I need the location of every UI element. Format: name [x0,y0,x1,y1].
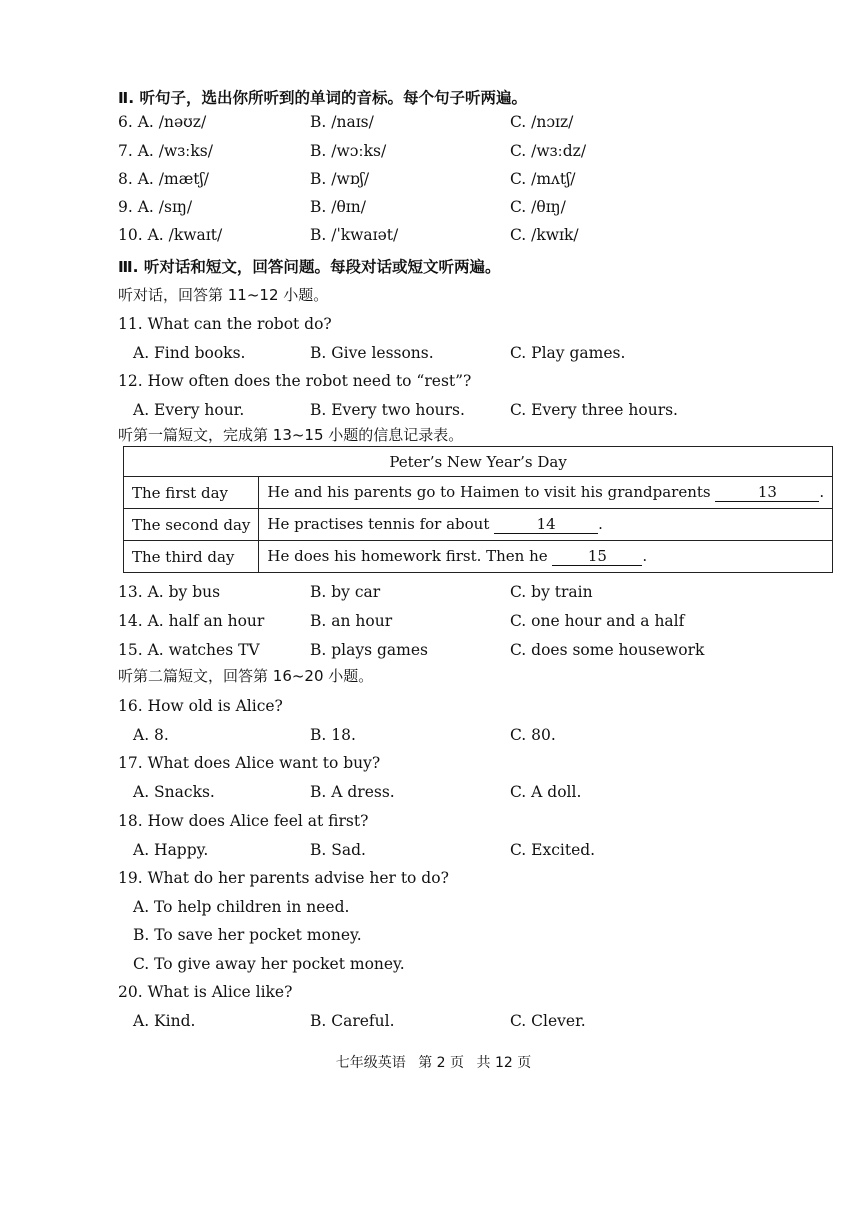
cell-text: He and his parents go to Haimen to visit his grandparents [267,483,711,501]
table-row [124,541,833,573]
option-16b: B. 18. [310,726,356,744]
option-9b: B. /θɪn/ [310,198,366,216]
blank-13: 13 [715,483,819,502]
option-14a: 14. A. half an hour [118,612,265,630]
table-day-cell: The third day [124,541,259,573]
record-table [123,446,833,573]
option-17b: B. A dress. [310,783,395,801]
option-15c: C. does some housework [510,641,705,659]
option-19b: B. To save her pocket money. [133,926,362,944]
option-13a: 13. A. by bus [118,583,221,601]
table-content-cell [259,541,833,573]
option-17a: A. Snacks. [133,783,215,801]
option-18c: C. Excited. [510,841,596,859]
table-day-cell: The second day [124,509,259,541]
option-13b: B. by car [310,583,381,601]
passage-2-intro: 听第二篇短文，回答第 16~20 小题。 [118,667,374,685]
blank-15: 15 [552,547,642,566]
option-11b: B. Give lessons. [310,344,434,362]
option-9c: C. /θɪŋ/ [510,198,566,216]
option-20b: B. Careful. [310,1012,395,1030]
item-number: 8. [118,170,133,188]
cell-end: . [819,483,825,501]
option-12a: A. Every hour. [133,401,245,419]
option-14c: C. one hour and a half [510,612,685,630]
option-20c: C. Clever. [510,1012,586,1030]
option-10b: B. /ˈkwaɪət/ [310,226,399,244]
question-17: 17. What does Alice want to buy? [118,754,381,772]
option-11a: A. Find books. [133,344,246,362]
option-16a: A. 8. [133,726,169,744]
option-8b: B. /wɒʃ/ [310,170,370,188]
option-15a: 15. A. watches TV [118,641,260,659]
footer-subject: 七年级英语 [335,1055,406,1071]
option-8a [118,170,209,188]
cell-text: He practises tennis for about [267,515,490,533]
option-12c: C. Every three hours. [510,401,678,419]
footer-page: 第 2 页 [418,1055,465,1071]
option-9a [118,198,192,216]
option-label: A. /wɜːks/ [137,142,213,160]
passage-1-intro: 听第一篇短文，完成第 13~15 小题的信息记录表。 [118,426,464,444]
item-number: 10. [118,226,143,244]
option-6b: B. /naɪs/ [310,113,374,131]
option-label: A. /nəʊz/ [137,113,207,131]
table-row [124,477,833,509]
option-label: A. /mætʃ/ [137,170,209,188]
item-number: 6. [118,113,133,131]
option-11c: C. Play games. [510,344,626,362]
option-7b: B. /wɔːks/ [310,142,387,160]
option-label: A. /sɪŋ/ [137,198,193,216]
question-11: 11. What can the robot do? [118,315,332,333]
table-title: Peter’s New Year’s Day [124,447,833,477]
option-12b: B. Every two hours. [310,401,465,419]
option-18b: B. Sad. [310,841,366,859]
item-number: 7. [118,142,133,160]
section-2-heading: Ⅱ. 听句子，选出你所听到的单词的音标。每个句子听两遍。 [118,89,527,107]
cell-end: . [598,515,603,533]
table-content-cell [259,509,833,541]
cell-end: . [642,547,648,565]
option-20a: A. Kind. [133,1012,196,1030]
table-content-cell [259,477,833,509]
option-18a: A. Happy. [133,841,209,859]
question-18: 18. How does Alice feel at first? [118,812,369,830]
option-10a [118,226,222,244]
question-20: 20. What is Alice like? [118,983,293,1001]
dialog-intro: 听对话，回答第 11~12 小题。 [118,286,329,304]
option-6c: C. /nɔɪz/ [510,113,574,131]
option-7a [118,142,213,160]
option-label: A. /kwaɪt/ [147,226,223,244]
option-10c: C. /kwɪk/ [510,226,579,244]
item-number: 9. [118,198,133,216]
option-6a [118,113,206,131]
blank-14: 14 [494,515,598,534]
option-8c: C. /mʌtʃ/ [510,170,576,188]
table-row [124,509,833,541]
option-19c: C. To give away her pocket money. [133,955,405,973]
footer-total: 共 12 页 [476,1055,532,1071]
question-19: 19. What do her parents advise her to do? [118,869,449,887]
cell-text: He does his homework first. Then he [267,547,548,565]
option-14b: B. an hour [310,612,393,630]
option-13c: C. by train [510,583,593,601]
question-16: 16. How old is Alice? [118,697,283,715]
option-7c: C. /wɜːdz/ [510,142,587,160]
table-day-cell: The first day [124,477,259,509]
question-12: 12. How often does the robot need to “rest”? [118,372,472,390]
option-16c: C. 80. [510,726,556,744]
page-footer [0,1052,867,1072]
table-title-row [124,447,833,477]
option-17c: C. A doll. [510,783,582,801]
section-3-heading: Ⅲ. 听对话和短文，回答问题。每段对话或短文听两遍。 [118,258,501,276]
option-15b: B. plays games [310,641,428,659]
option-19a: A. To help children in need. [133,898,350,916]
